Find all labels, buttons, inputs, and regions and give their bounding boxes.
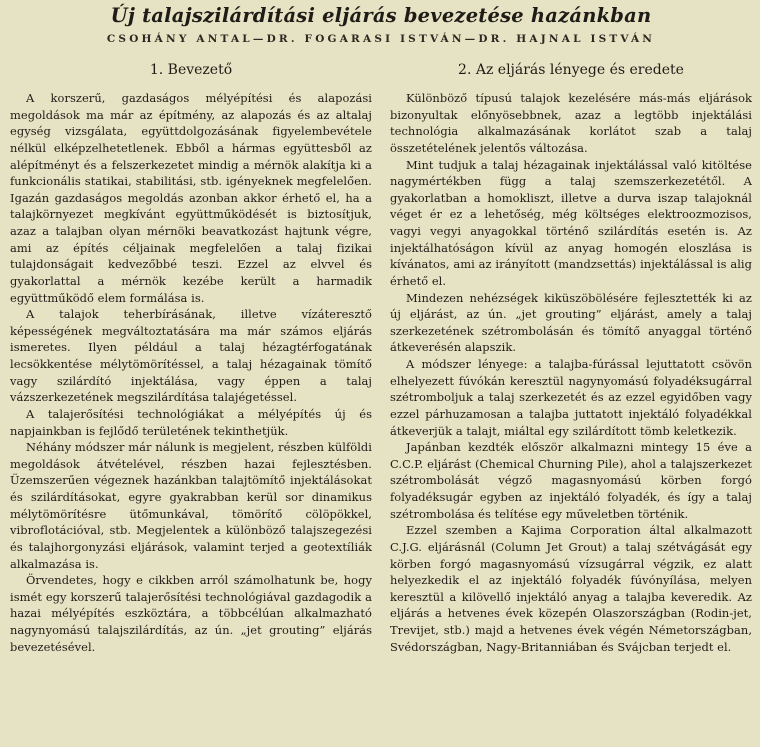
paragraph: A módszer lényege: a talajba-fúrással lejuttatott csövön elhelyezett fúvókán keresztül nagynyomású folyadéksugárral szétromboljuk a talaj szerkezetét és az ezzel egyidőben vagy ezzel párhuzamosan a talajba juttatott injektáló folyadékkal átkeverjük a talajt, miáltal egy szilárdított tömb keletkezik. [390,357,752,438]
paragraph: Japánban kezdték először alkalmazni mintegy 15 éve a C.C.P. eljárást (Chemical Churning Pile), ahol a talajszerkezet szétrombolását végző magasnyomású körben forgó folyadéksugár egyben az injektáló folyadék, és így a talaj szétrombolása és telítése egy műveletben történik. [390,440,752,521]
paragraph: Néhány módszer már nálunk is megjelent, részben külföldi megoldások átvételével, részben hazai fejlesztésben. Üzemszerűen végeznek hazánkban talajtömítő injektálásokat és szilárdításokat, egyre gyakrabban kerül sor dinamikus mélytömörítésre ütőmunkával, tömörítő cölöpökkel, vibroflotációval, stb. Megjelentek a különböző talajszegezési és talajhorgonyzási eljárások, valamint terjed a geotextíliák alkalmazása is. [10,440,372,571]
paragraph: A talajok teherbírásának, illetve vízáteresztő képességének megváltoztatására ma már számos eljárás ismeretes. Ilyen például a talaj hézagtérfogatának lecsökkentése mélytömörítéssel, a talaj hézagainak tömítő vagy szilárdító injektálása, vagy éppen a talaj vázszerkezetének megszilárdítása talajégetéssel. [10,307,372,405]
section-heading: 2. Az eljárás lényege és eredete [458,62,684,78]
section-introduction [10,61,372,655]
paragraph: A talajerősítési technológiákat a mélyépítés új és napjainkban is fejlődő területének tekinthetjük. [10,406,372,438]
article-columns [10,61,752,655]
paragraph: Ezzel szemben a Kajima Corporation által alkalmazott C.J.G. eljárásnál (Column Jet Grout) a talaj szétvágását egy körben forgó magasnyomású vízsugárral végzik, ez alatt helyezkedik el az injektáló folyadék fúvónyílása, melyen keresztül a kilövellő injektáló anyag a talajba keveredik. Az eljárás a hetvenes évek közepén Olaszországban (Rodin-jet, Trevijet, stb.) majd a hetvenes évek végén Németországban, Svédországban, Nagy-Britanniában és Svájcban terjedt el. [390,523,752,654]
section-method-origin [390,61,752,655]
paragraph: Mindezen nehézségek kiküszöbölésére fejlesztették ki az új eljárást, az ún. „jet grouting” eljárást, amely a talaj szerkezetének szétrombolásán és tömítő anyaggal történő átkeverésén alapszik. [390,290,752,355]
article-authors: CSOHÁNY ANTAL—DR. FOGARASI ISTVÁN—DR. HAJNAL ISTVÁN [106,33,656,45]
paragraph: A korszerű, gazdaságos mélyépítési és alapozási megoldások ma már az építmény, az alapozás és az altalaj egység vizsgálata, együttdolgozásának figyelembevétele nélkül elképzelhetetlenek. Ebből a hármas együttesből az alépítményt és a felszerkezetet mindig a mérnök alakítja ki a funkcionális statikai, stabilitási, stb. igényeknek megfelelően. Igazán gazdaságos megoldás azonban akkor érhető el, ha a talajkörnyezet megkívánt együttműködését is biztosítjuk, azaz a talajban olyan mérnöki beavatkozást hajtunk végre, ami az építés céljainak megfelelően a talaj fizikai tulajdonságait kedvezőbbé teszi. Ezzel az elvvel és gyakorlattal a mérnök kezébe került a harmadik együttműködő elem formálása is. [10,91,372,305]
section-heading: 1. Bevezető [149,62,233,78]
paragraph: Örvendetes, hogy e cikkben arról számolhatunk be, hogy ismét egy korszerű talajerősítési technológiával gazdagodik a hazai mélyépítés eszköztára, a többcélúan alkalmazható nagynyomású talajszilárdítás, az ún. „jet grouting” eljárás bevezetésével. [10,573,372,654]
paragraph: Különböző típusú talajok kezelésére más-más eljárások bizonyultak előnyösebbnek, azaz a legtöbb injektálási technológia alkalmazásának korlátot szab a talaj összetételének jelentős változása. [390,91,752,155]
article-title: Új talajszilárdítási eljárás bevezetése hazánkban [110,4,652,27]
paragraph: Mint tudjuk a talaj hézagainak injektálással való kitöltése nagymértékben függ a talaj szemszerkezetétől. A gyakorlatban a homokliszt, illetve a durva iszap talajoknál véget ér ez a lehetőség, még költséges elektroozmozisos, vagyi vegyi anyagokkal történő szilárdítás esetén is. Az injektálhatóságon kívül az anyag homogén eloszlása is kívánatos, ami az irányított (mandzsettás) injektálással is alig érhető el. [390,157,752,288]
